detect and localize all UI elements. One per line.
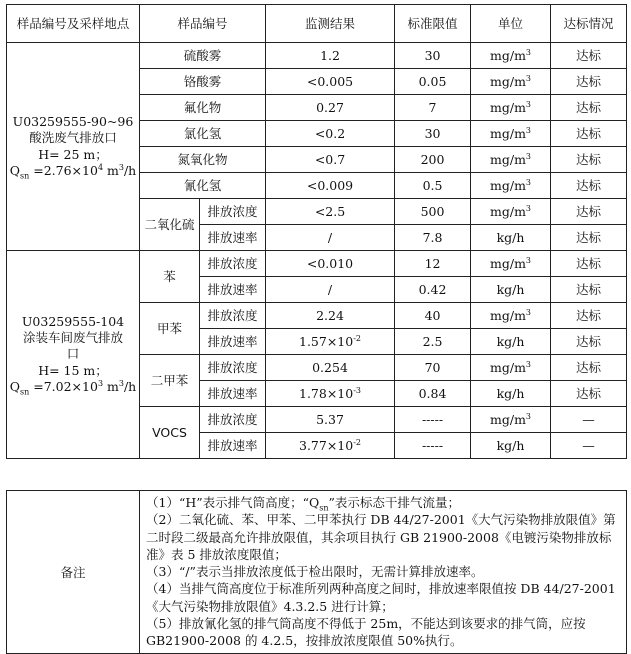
header-row (7, 5, 627, 43)
metric-label: 排放浓度 (200, 355, 266, 381)
sample-location-name-cont: 口 (66, 346, 80, 362)
header-sample-location: 样品编号及采样地点 (7, 5, 140, 43)
limit-value: 200 (395, 147, 471, 173)
pollutant-name: 二氧化硫 (140, 199, 200, 251)
unit-value: kg/h (471, 225, 551, 251)
metric-label: 排放速率 (200, 225, 266, 251)
table-row (7, 43, 627, 69)
notes-table (6, 490, 627, 654)
unit-value: $mg/m^3$ (471, 43, 551, 69)
limit-value: 0.84 (395, 381, 471, 407)
result-value: $1.78\times 10^{-3}$ (266, 381, 395, 407)
pollutant-name: 铬酸雾 (140, 69, 266, 95)
result-value: <0.005 (266, 69, 395, 95)
metric-label: 排放浓度 (200, 199, 266, 225)
pollutant-name: 氮氧化物 (140, 147, 266, 173)
pollutant-name: 硫酸雾 (140, 43, 266, 69)
header-sample-item: 样品编号 (140, 5, 266, 43)
sample-location-name: 酸洗废气排放口 (29, 130, 117, 146)
unit-value: kg/h (471, 277, 551, 303)
note-5: （5）排放氰化氢的排气筒高度不得低于 25m，不能达到该要求的排气筒，应按 GB21900-2008 的 4.2.5，按排放浓度限值 50%执行。 (146, 615, 586, 648)
status-value: 达标 (551, 199, 627, 225)
metric-label: 排放浓度 (200, 251, 266, 277)
limit-value: ----- (395, 433, 471, 459)
status-value: 达标 (551, 381, 627, 407)
header-result: 监测结果 (266, 5, 395, 43)
status-value: 达标 (551, 95, 627, 121)
limit-value: 0.5 (395, 173, 471, 199)
status-value: 达标 (551, 43, 627, 69)
unit-value: $mg/m^3$ (471, 69, 551, 95)
limit-value: 0.05 (395, 69, 471, 95)
status-value: — (551, 433, 627, 459)
result-value: <2.5 (266, 199, 395, 225)
metric-label: 排放速率 (200, 433, 266, 459)
limit-value: 40 (395, 303, 471, 329)
pollutant-name: 氰化氢 (140, 173, 266, 199)
notes-label: 备注 (7, 491, 140, 654)
unit-value: $mg/m^3$ (471, 95, 551, 121)
sampling-point-painting (7, 251, 140, 459)
result-value: <0.010 (266, 251, 395, 277)
sample-location-name: 涂装车间废气排放 (22, 330, 123, 346)
limit-value: 30 (395, 43, 471, 69)
limit-value: 2.5 (395, 329, 471, 355)
unit-value: $mg/m^3$ (471, 303, 551, 329)
header-unit: 单位 (471, 5, 551, 43)
metric-label: 排放浓度 (200, 407, 266, 433)
table-row (7, 251, 627, 277)
pollutant-name: 氯化氢 (140, 121, 266, 147)
header-limit: 标准限值 (395, 5, 471, 43)
unit-value: $mg/m^3$ (471, 199, 551, 225)
result-value: / (266, 277, 395, 303)
result-value: <0.2 (266, 121, 395, 147)
unit-value: kg/h (471, 329, 551, 355)
note-4: （4）当排气筒高度位于标准所列两种高度之间时，排放速率限值按 DB 44/27-2001《大气污染物排放限值》4.3.2.5 进行计算； (146, 581, 616, 614)
limit-value: 30 (395, 121, 471, 147)
note-2: （2）二氧化硫、苯、甲苯、二甲苯执行 DB 44/27-2001《大气污染物排放限值》第二时段二级最高允许排放限值，其余项目执行 GB 21900-2008《电镀污染物排放标准》表 5 排放浓度限值； (146, 512, 616, 562)
stack-flow: $Q_{sn} =7.02\times 10^3$ $m^3/h$ (9, 378, 137, 397)
status-value: 达标 (551, 173, 627, 199)
pollutant-name: 二甲苯 (140, 355, 200, 407)
stack-flow: $Q_{sn} =2.76\times 10^4$ $m^3/h$ (9, 162, 137, 181)
limit-value: 70 (395, 355, 471, 381)
pollutant-name: 甲苯 (140, 303, 200, 355)
pollutant-name: VOCS (140, 407, 200, 459)
result-value: 0.254 (266, 355, 395, 381)
status-value: 达标 (551, 355, 627, 381)
limit-value: 7.8 (395, 225, 471, 251)
limit-value: 7 (395, 95, 471, 121)
note-3: （3）“/”表示当排放浓度低于检出限时，无需计算排放速率。 (146, 564, 484, 579)
result-value: $1.57\times 10^{-2}$ (266, 329, 395, 355)
unit-value: $mg/m^3$ (471, 147, 551, 173)
stack-height: H= 25 m； (38, 146, 108, 162)
monitoring-results-table (6, 4, 627, 459)
result-value: 5.37 (266, 407, 395, 433)
status-value: 达标 (551, 303, 627, 329)
limit-value: 500 (395, 199, 471, 225)
result-value: $3.77\times 10^{-2}$ (266, 433, 395, 459)
status-value: 达标 (551, 225, 627, 251)
pollutant-name: 氟化物 (140, 95, 266, 121)
status-value: 达标 (551, 277, 627, 303)
unit-value: $mg/m^3$ (471, 251, 551, 277)
limit-value: 12 (395, 251, 471, 277)
status-value: 达标 (551, 251, 627, 277)
status-value: 达标 (551, 69, 627, 95)
sampling-point-acid-wash (7, 43, 140, 251)
result-value: 2.24 (266, 303, 395, 329)
unit-value: $mg/m^3$ (471, 121, 551, 147)
unit-value: kg/h (471, 433, 551, 459)
sample-id: U03259555-104 (21, 313, 125, 329)
unit-value: $mg/m^3$ (471, 407, 551, 433)
status-value: 达标 (551, 121, 627, 147)
metric-label: 排放速率 (200, 329, 266, 355)
result-value: <0.009 (266, 173, 395, 199)
result-value: 1.2 (266, 43, 395, 69)
result-value: <0.7 (266, 147, 395, 173)
pollutant-name: 苯 (140, 251, 200, 303)
unit-value: $mg/m^3$ (471, 355, 551, 381)
status-value: — (551, 407, 627, 433)
sample-id: U03259555-90~96 (12, 114, 134, 129)
metric-label: 排放浓度 (200, 303, 266, 329)
status-value: 达标 (551, 329, 627, 355)
metric-label: 排放速率 (200, 277, 266, 303)
unit-value: $mg/m^3$ (471, 173, 551, 199)
result-value: 0.27 (266, 95, 395, 121)
metric-label: 排放速率 (200, 381, 266, 407)
result-value: / (266, 225, 395, 251)
unit-value: kg/h (471, 381, 551, 407)
stack-height: H= 15 m； (38, 362, 108, 378)
notes-content (140, 491, 627, 654)
note-1: （1）“H”表示排气筒高度；“$Q_{sn}$”表示标态干排气流量； (146, 495, 460, 513)
header-status: 达标情况 (551, 5, 627, 43)
limit-value: 0.42 (395, 277, 471, 303)
limit-value: ----- (395, 407, 471, 433)
status-value: 达标 (551, 147, 627, 173)
notes-row (7, 491, 627, 654)
